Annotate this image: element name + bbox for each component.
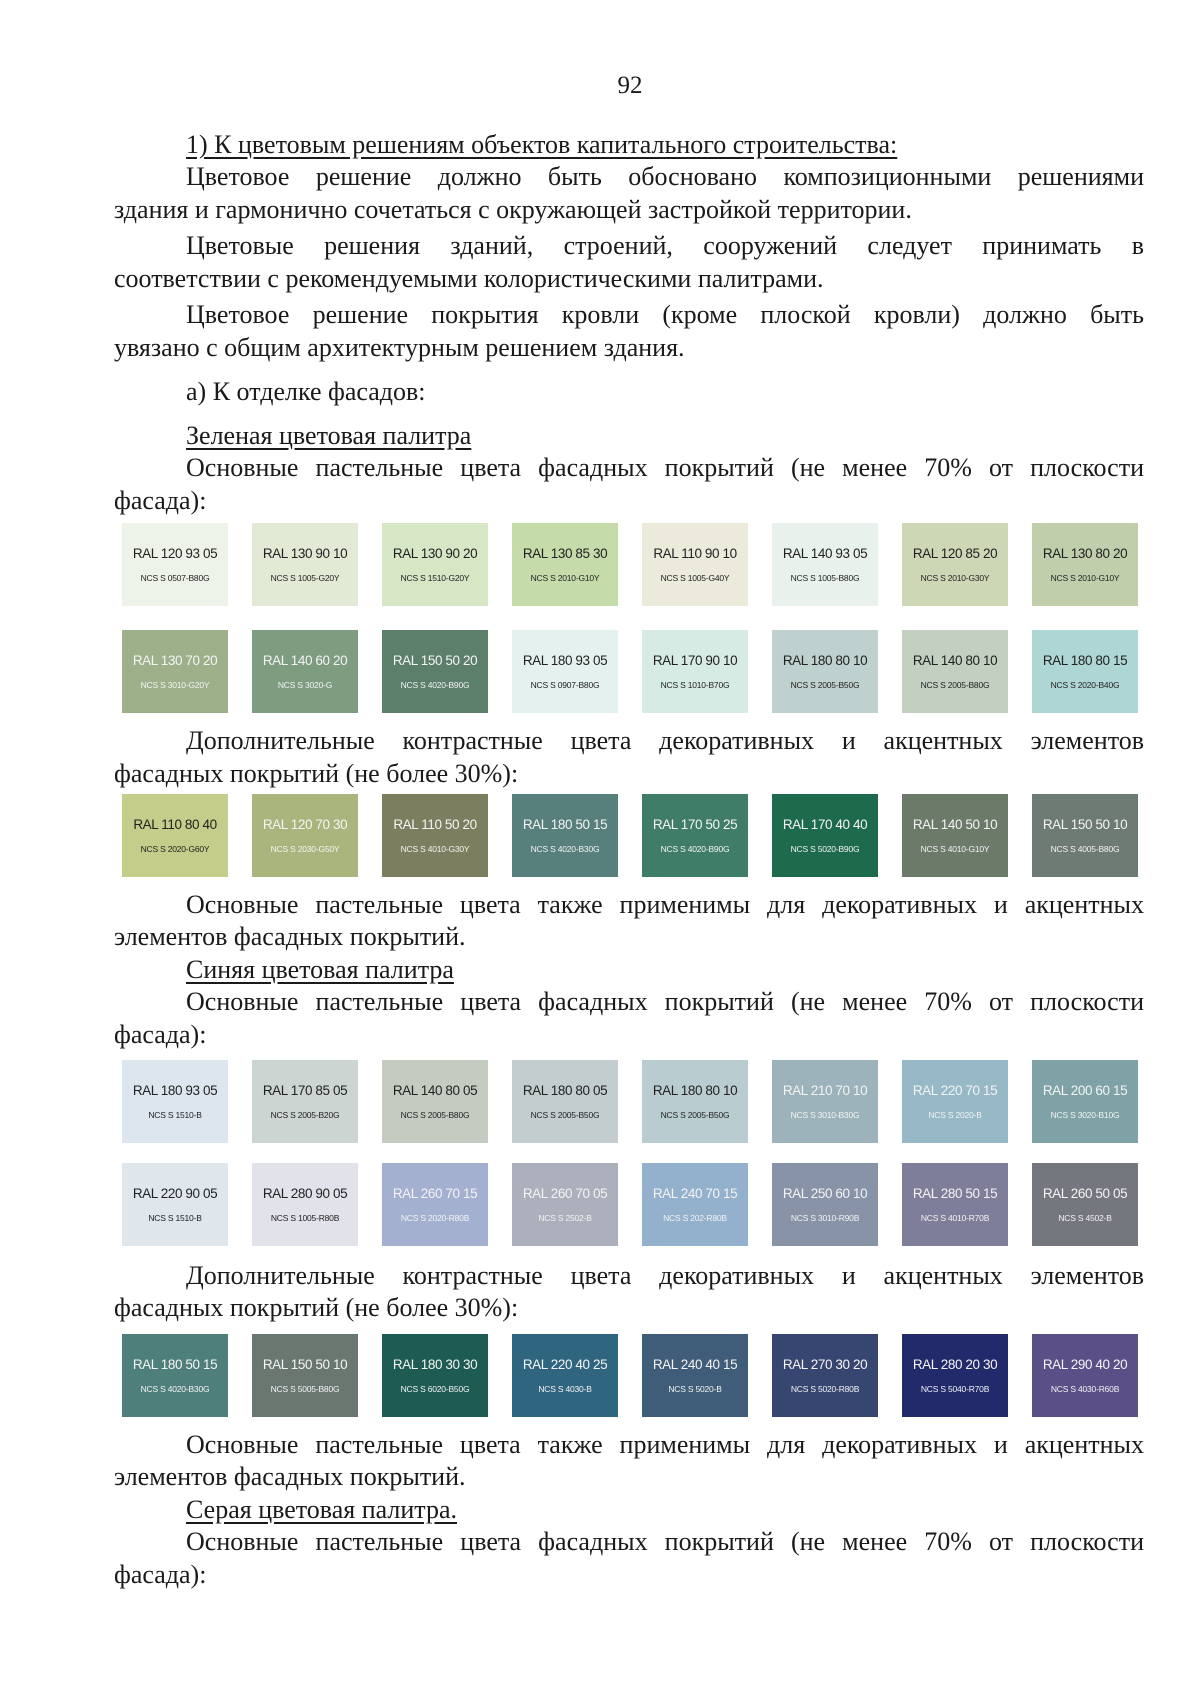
color-swatch <box>382 1163 488 1246</box>
palette-title-green: Зеленая цветовая палитра <box>186 421 472 450</box>
ncs-code: NCS S 3020-G <box>277 680 333 690</box>
ral-code: RAL 290 40 20 <box>1042 1357 1128 1372</box>
palette-title-grey: Серая цветовая палитра. <box>186 1495 458 1524</box>
color-swatch <box>772 794 878 877</box>
ncs-code: NCS S 4020-B90G <box>660 844 730 854</box>
ncs-code: NCS S 2020-B40G <box>1050 680 1120 690</box>
color-swatch <box>1032 1334 1138 1417</box>
color-swatch <box>512 630 618 713</box>
ral-code: RAL 130 80 20 <box>1042 546 1128 561</box>
swatch-row-blue-extra <box>122 1334 1162 1417</box>
ncs-code: NCS S 4010-G30Y <box>400 844 470 854</box>
ncs-code: NCS S 4030-B <box>538 1384 592 1394</box>
color-swatch <box>772 523 878 606</box>
ncs-code: NCS S 2010-G10Y <box>1050 573 1120 583</box>
ncs-code: NCS S 2005-B50G <box>660 1110 730 1120</box>
ral-code: RAL 120 70 30 <box>262 817 348 832</box>
ncs-code: NCS S 2020-B <box>928 1110 982 1120</box>
color-swatch <box>772 1060 878 1143</box>
color-swatch <box>642 794 748 877</box>
ncs-code: NCS S 2020-G60Y <box>140 844 210 854</box>
ncs-code: NCS S 2020-R80B <box>400 1213 470 1223</box>
section-heading: 1) К цветовым решениям объектов капитального строительства: <box>186 130 898 159</box>
ral-code: RAL 140 80 10 <box>912 653 998 668</box>
color-swatch <box>1032 1060 1138 1143</box>
ncs-code: NCS S 5005-B80G <box>270 1384 340 1394</box>
ral-code: RAL 170 85 05 <box>262 1083 348 1098</box>
paragraph-line: Основные пастельные цвета также применимы для декоративных и акцентных <box>186 1430 1144 1459</box>
ral-code: RAL 140 50 10 <box>912 817 998 832</box>
color-swatch <box>122 1060 228 1143</box>
swatch-row-blue-main-1 <box>122 1060 1162 1143</box>
ral-code: RAL 180 93 05 <box>522 653 608 668</box>
ral-code: RAL 110 50 20 <box>393 817 477 832</box>
ncs-code: NCS S 4020-B30G <box>530 844 600 854</box>
ncs-code: NCS S 1510-G20Y <box>400 573 470 583</box>
ncs-code: NCS S 3010-B30G <box>790 1110 860 1120</box>
ral-code: RAL 260 70 15 <box>392 1186 478 1201</box>
ncs-code: NCS S 5020-B <box>668 1384 722 1394</box>
color-swatch <box>512 794 618 877</box>
ral-code: RAL 280 20 30 <box>912 1357 998 1372</box>
color-swatch <box>512 1060 618 1143</box>
ral-code: RAL 180 80 05 <box>522 1083 608 1098</box>
ral-code: RAL 250 60 10 <box>782 1186 868 1201</box>
paragraph-line: Цветовые решения зданий, строений, сооружений следует принимать в <box>186 231 1144 260</box>
color-swatch <box>772 1334 878 1417</box>
palette-title-blue: Синяя цветовая палитра <box>186 955 454 984</box>
color-swatch <box>512 523 618 606</box>
subsection-heading: а) К отделке фасадов: <box>186 377 426 406</box>
color-swatch <box>1032 523 1138 606</box>
color-swatch <box>252 1060 358 1143</box>
color-swatch <box>122 1163 228 1246</box>
ral-code: RAL 150 50 10 <box>262 1357 348 1372</box>
paragraph-line: фасадных покрытий (не более 30%): <box>114 759 519 788</box>
ral-code: RAL 170 50 25 <box>652 817 738 832</box>
ncs-code: NCS S 0907-B80G <box>530 680 600 690</box>
ral-code: RAL 180 80 10 <box>782 653 868 668</box>
ncs-code: NCS S 1005-G20Y <box>270 573 340 583</box>
ncs-code: NCS S 3020-B10G <box>1050 1110 1120 1120</box>
ral-code: RAL 120 85 20 <box>912 546 998 561</box>
color-swatch <box>902 794 1008 877</box>
ral-code: RAL 270 30 20 <box>782 1357 868 1372</box>
ncs-code: NCS S 3010-G20Y <box>140 680 210 690</box>
ral-code: RAL 170 90 10 <box>652 653 738 668</box>
ral-code: RAL 210 70 10 <box>782 1083 868 1098</box>
ncs-code: NCS S 1510-B <box>148 1110 202 1120</box>
color-swatch <box>122 630 228 713</box>
color-swatch <box>382 630 488 713</box>
color-swatch <box>512 1334 618 1417</box>
swatch-row-green-main-1 <box>122 523 1162 606</box>
ral-code: RAL 140 60 20 <box>262 653 348 668</box>
color-swatch <box>902 630 1008 713</box>
ral-code: RAL 280 90 05 <box>262 1186 348 1201</box>
color-swatch <box>902 1163 1008 1246</box>
paragraph-line: Цветовое решение должно быть обосновано композиционными решениями <box>186 162 1144 191</box>
paragraph-line: фасада): <box>114 1020 207 1049</box>
swatch-row-blue-main-2 <box>122 1163 1162 1246</box>
ncs-code: NCS S 4030-R60B <box>1050 1384 1120 1394</box>
ral-code: RAL 130 90 20 <box>392 546 478 561</box>
color-swatch <box>902 1334 1008 1417</box>
color-swatch <box>1032 1163 1138 1246</box>
ncs-code: NCS S 1010-B70G <box>660 680 730 690</box>
paragraph-line: соответствии с рекомендуемыми колористическими палитрами. <box>114 264 824 293</box>
ncs-code: NCS S 2005-B50G <box>790 680 860 690</box>
ral-code: RAL 180 93 05 <box>132 1083 218 1098</box>
ral-code: RAL 220 70 15 <box>912 1083 998 1098</box>
ncs-code: NCS S 1005-B80G <box>790 573 860 583</box>
paragraph-line: элементов фасадных покрытий. <box>114 922 466 951</box>
color-swatch <box>122 523 228 606</box>
ncs-code: NCS S 2005-B80G <box>920 680 990 690</box>
paragraph-line: Основные пастельные цвета фасадных покрытий (не менее 70% от плоскости <box>186 1527 1144 1556</box>
ncs-code: NCS S 2010-G30Y <box>920 573 990 583</box>
ncs-code: NCS S 1510-B <box>148 1213 202 1223</box>
swatch-row-green-main-2 <box>122 630 1162 713</box>
paragraph-line: Основные пастельные цвета фасадных покрытий (не менее 70% от плоскости <box>186 453 1144 482</box>
color-swatch <box>1032 630 1138 713</box>
color-swatch <box>382 794 488 877</box>
ncs-code: NCS S 4020-B90G <box>400 680 470 690</box>
ral-code: RAL 110 80 40 <box>133 817 217 832</box>
ral-code: RAL 260 50 05 <box>1042 1186 1128 1201</box>
color-swatch <box>1032 794 1138 877</box>
ral-code: RAL 110 90 10 <box>653 546 737 561</box>
swatch-row-green-extra <box>122 794 1162 877</box>
ral-code: RAL 130 90 10 <box>262 546 348 561</box>
color-swatch <box>122 1334 228 1417</box>
color-swatch <box>902 1060 1008 1143</box>
paragraph-line: фасадных покрытий (не более 30%): <box>114 1293 519 1322</box>
color-swatch <box>512 1163 618 1246</box>
ncs-code: NCS S 2005-B80G <box>400 1110 470 1120</box>
color-swatch <box>252 794 358 877</box>
color-swatch <box>252 630 358 713</box>
ral-code: RAL 130 85 30 <box>522 546 608 561</box>
ncs-code: NCS S 202-R80B <box>663 1213 727 1223</box>
ncs-code: NCS S 3010-R90B <box>790 1213 860 1223</box>
color-swatch <box>642 523 748 606</box>
ral-code: RAL 180 50 15 <box>522 817 608 832</box>
color-swatch <box>252 1334 358 1417</box>
ncs-code: NCS S 1005-G40Y <box>660 573 730 583</box>
ncs-code: NCS S 0507-B80G <box>140 573 210 583</box>
ncs-code: NCS S 5020-R80B <box>790 1384 860 1394</box>
ncs-code: NCS S 4010-G10Y <box>920 844 990 854</box>
color-swatch <box>642 1060 748 1143</box>
color-swatch <box>642 1334 748 1417</box>
paragraph-line: здания и гармонично сочетаться с окружающей застройкой территории. <box>114 195 912 224</box>
ncs-code: NCS S 2010-G10Y <box>530 573 600 583</box>
ral-code: RAL 120 93 05 <box>132 546 218 561</box>
ral-code: RAL 260 70 05 <box>522 1186 608 1201</box>
ral-code: RAL 130 70 20 <box>132 653 218 668</box>
color-swatch <box>252 1163 358 1246</box>
ral-code: RAL 180 50 15 <box>132 1357 218 1372</box>
color-swatch <box>382 523 488 606</box>
ral-code: RAL 180 80 10 <box>652 1083 738 1098</box>
ncs-code: NCS S 4005-B80G <box>1050 844 1120 854</box>
ncs-code: NCS S 1005-R80B <box>270 1213 340 1223</box>
ral-code: RAL 140 93 05 <box>782 546 868 561</box>
ral-code: RAL 220 40 25 <box>522 1357 608 1372</box>
ral-code: RAL 280 50 15 <box>912 1186 998 1201</box>
color-swatch <box>772 630 878 713</box>
ral-code: RAL 150 50 20 <box>392 653 478 668</box>
ncs-code: NCS S 2005-B20G <box>270 1110 340 1120</box>
page-number: 92 <box>617 72 643 99</box>
ncs-code: NCS S 5020-B90G <box>790 844 860 854</box>
ncs-code: NCS S 4502-B <box>1058 1213 1112 1223</box>
ral-code: RAL 180 30 30 <box>392 1357 478 1372</box>
paragraph-line: Цветовое решение покрытия кровли (кроме плоской кровли) должно быть <box>186 300 1144 329</box>
ncs-code: NCS S 5040-R70B <box>920 1384 990 1394</box>
ncs-code: NCS S 2502-B <box>538 1213 592 1223</box>
color-swatch <box>642 1163 748 1246</box>
color-swatch <box>382 1060 488 1143</box>
paragraph-line: фасада): <box>114 1560 207 1589</box>
color-swatch <box>772 1163 878 1246</box>
ncs-code: NCS S 6020-B50G <box>400 1384 470 1394</box>
ral-code: RAL 240 70 15 <box>652 1186 738 1201</box>
paragraph-line: фасада): <box>114 486 207 515</box>
ncs-code: NCS S 4020-B30G <box>140 1384 210 1394</box>
ral-code: RAL 220 90 05 <box>132 1186 218 1201</box>
paragraph-line: Основные пастельные цвета фасадных покрытий (не менее 70% от плоскости <box>186 987 1144 1016</box>
ncs-code: NCS S 2030-G50Y <box>270 844 340 854</box>
ral-code: RAL 140 80 05 <box>392 1083 478 1098</box>
color-swatch <box>252 523 358 606</box>
paragraph-line: Дополнительные контрастные цвета декоративных и акцентных элементов <box>186 1261 1144 1290</box>
ral-code: RAL 150 50 10 <box>1042 817 1128 832</box>
paragraph-line: Дополнительные контрастные цвета декоративных и акцентных элементов <box>186 726 1144 755</box>
color-swatch <box>382 1334 488 1417</box>
ncs-code: NCS S 2005-B50G <box>530 1110 600 1120</box>
ral-code: RAL 180 80 15 <box>1042 653 1128 668</box>
color-swatch <box>642 630 748 713</box>
paragraph-line: увязано с общим архитектурным решением здания. <box>114 333 685 362</box>
ral-code: RAL 200 60 15 <box>1042 1083 1128 1098</box>
ral-code: RAL 240 40 15 <box>652 1357 738 1372</box>
color-swatch <box>122 794 228 877</box>
paragraph-line: Основные пастельные цвета также применимы для декоративных и акцентных <box>186 890 1144 919</box>
paragraph-line: элементов фасадных покрытий. <box>114 1462 466 1491</box>
ral-code: RAL 170 40 40 <box>782 817 868 832</box>
color-swatch <box>902 523 1008 606</box>
ncs-code: NCS S 4010-R70B <box>920 1213 990 1223</box>
